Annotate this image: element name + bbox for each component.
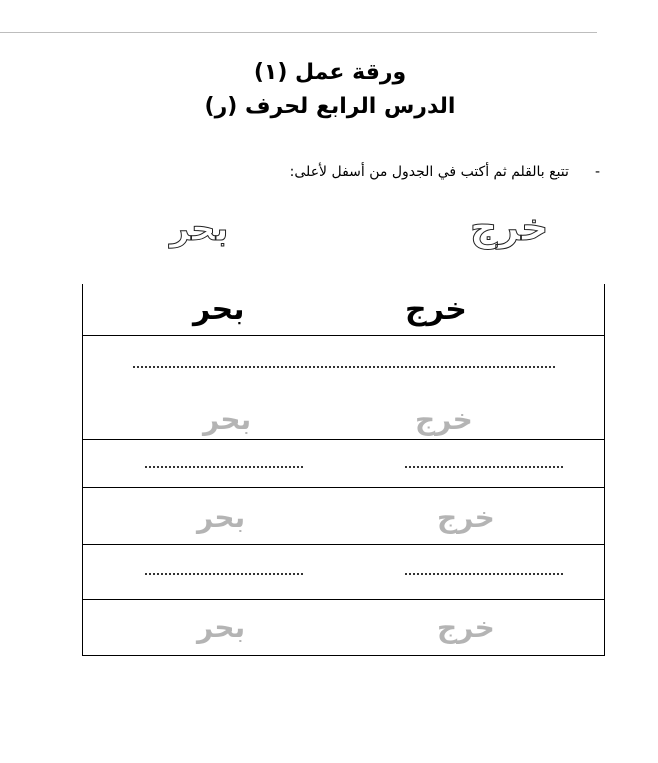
table-row bbox=[83, 336, 604, 440]
practice-table bbox=[82, 284, 605, 656]
writing-dotted-line[interactable] bbox=[405, 466, 563, 468]
trace-word-khraj: خرج bbox=[437, 611, 495, 644]
outline-word-khraj: خرج bbox=[470, 205, 549, 249]
trace-word-bahr: بحر bbox=[197, 611, 246, 644]
writing-dotted-line[interactable] bbox=[145, 466, 303, 468]
header-word-khraj: خرج bbox=[405, 292, 467, 327]
writing-dotted-line[interactable] bbox=[405, 573, 563, 575]
writing-dotted-line[interactable] bbox=[133, 366, 555, 368]
table-header-row bbox=[83, 284, 604, 336]
instruction-line bbox=[250, 162, 600, 182]
top-rule bbox=[0, 32, 597, 33]
header-word-bahr: بحر bbox=[193, 292, 245, 327]
outline-word-bahr: بحر bbox=[170, 209, 229, 249]
lesson-subtitle: الدرس الرابع لحرف (ر) bbox=[204, 94, 456, 119]
table-row bbox=[83, 488, 604, 545]
writing-dotted-line[interactable] bbox=[145, 573, 303, 575]
table-row bbox=[83, 545, 604, 600]
trace-word-bahr: بحر bbox=[203, 403, 252, 436]
trace-word-khraj: خرج bbox=[437, 501, 495, 534]
trace-word-bahr: بحر bbox=[197, 501, 246, 534]
table-row bbox=[83, 600, 604, 655]
instruction-bullet: - bbox=[594, 164, 600, 180]
instruction-text: تتبع بالقلم ثم أكتب في الجدول من أسفل لأعلى: bbox=[289, 164, 569, 180]
trace-word-khraj: خرج bbox=[415, 403, 473, 436]
table-row bbox=[83, 440, 604, 488]
worksheet-title: ورقة عمل (١) bbox=[253, 60, 407, 85]
